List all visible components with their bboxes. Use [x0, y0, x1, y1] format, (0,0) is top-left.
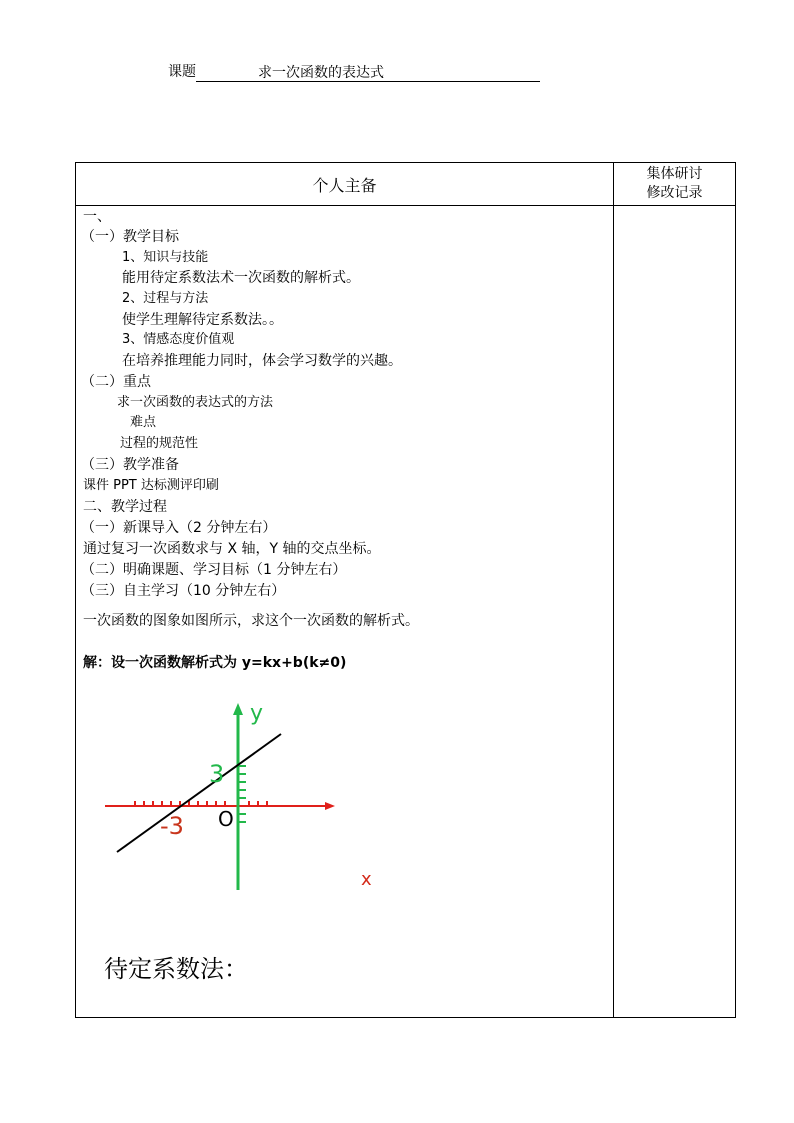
topic-label: 课题 — [168, 64, 196, 80]
process-method-text: 使学生理解待定系数法。。 — [122, 312, 283, 328]
section-two-heading: 二、教学过程 — [83, 499, 167, 515]
column-divider — [613, 163, 614, 1017]
x-intercept-label: -3 — [160, 812, 184, 840]
header-row-divider — [76, 205, 735, 206]
lesson-header — [168, 62, 540, 82]
difficulties-text: 过程的规范性 — [120, 436, 199, 451]
side-header-line2: 修改记录 — [646, 185, 703, 201]
y-intercept-label: 3 — [209, 760, 225, 788]
lesson-title: 求一次函数的表达式 — [258, 65, 384, 81]
header-underline-title — [258, 63, 540, 82]
main-column-header: 个人主备 — [312, 175, 377, 195]
side-header-line1: 集体研讨 — [646, 166, 703, 182]
problem-statement: 一次函数的图象如图所示，求这个一次函数的解析式。 — [83, 613, 419, 629]
attitude-values-text: 在培养推理能力同时，体会学习数学的兴趣。 — [122, 353, 402, 369]
function-line — [117, 734, 281, 852]
knowledge-skills-heading: 1、知识与技能 — [122, 250, 209, 265]
method-text: 待定系数法： — [104, 955, 248, 983]
key-points-heading: （二）重点 — [81, 374, 151, 390]
self-study-heading: （三）自主学习（10 分钟左右） — [81, 583, 286, 599]
new-lesson-intro-text: 通过复习一次函数求与 X 轴，Y 轴的交点坐标。 — [83, 541, 381, 557]
y-axis-arrow — [233, 703, 243, 715]
knowledge-skills-text: 能用待定系数法术一次函数的解析式。 — [122, 270, 360, 286]
side-column-header — [614, 163, 735, 205]
new-lesson-intro-heading: （一）新课导入（2 分钟左右） — [81, 520, 277, 536]
teaching-preparation-heading: （三）教学准备 — [81, 457, 179, 473]
attitude-values-heading: 3、情感态度价值观 — [122, 332, 235, 347]
clarify-topic-heading: （二）明确课题、学习目标（1 分钟左右） — [81, 562, 347, 578]
x-axis-label: x — [361, 869, 372, 890]
linear-function-graph — [105, 695, 395, 905]
y-axis-label: y — [250, 701, 264, 726]
key-points-text: 求一次函数的表达式的方法 — [117, 395, 274, 410]
origin-label: O — [218, 807, 234, 831]
difficulties-heading: 难点 — [130, 415, 157, 430]
process-method-heading: 2、过程与方法 — [122, 291, 209, 306]
teaching-preparation-text: 课件 PPT 达标测评印刷 — [83, 478, 219, 493]
teaching-objectives-heading: （一）教学目标 — [81, 229, 179, 245]
solution-intro: 解：设一次函数解析式为 y=kx+b(k≠0) — [83, 655, 347, 671]
x-axis-arrow — [325, 802, 335, 810]
section-one-heading: 一、 — [83, 209, 111, 225]
y-axis-group — [233, 703, 246, 890]
header-underline-gap — [196, 63, 258, 82]
